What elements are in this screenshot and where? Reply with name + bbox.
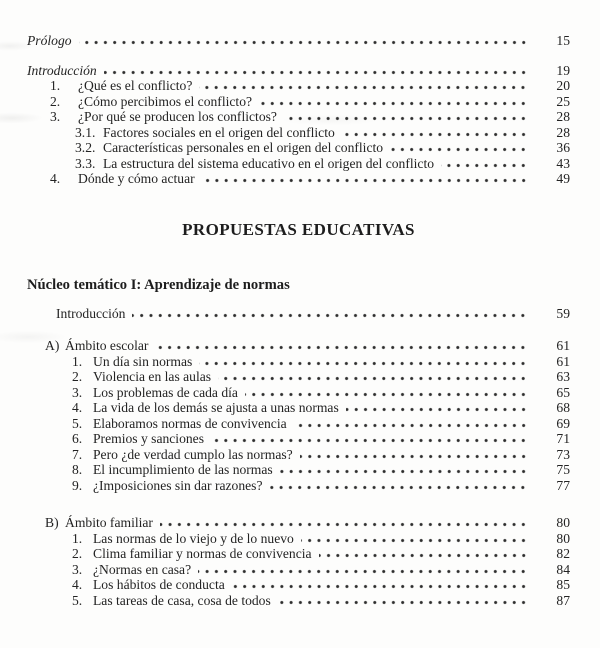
entry-number: B) (45, 515, 59, 530)
dot-leader (198, 569, 528, 574)
entry-page: 15 (556, 33, 570, 48)
toc-entry (0, 109, 600, 125)
entry-label: Elaboramos normas de convivencia (93, 415, 287, 431)
toc-entry (0, 447, 600, 463)
toc-entry (0, 431, 600, 447)
entry-page: 19 (556, 62, 570, 78)
entry-page: 20 (556, 78, 570, 93)
entry-page: 59 (556, 305, 570, 321)
entry-page: 65 (556, 384, 570, 400)
toc-entry (0, 354, 600, 370)
toc-entry (0, 400, 600, 416)
entry-label: Introducción (56, 305, 126, 321)
entry-page: 82 (556, 546, 570, 561)
entry-label: Las tareas de casa, cosa de todos (93, 592, 271, 608)
toc-entry (0, 531, 600, 547)
entry-label: Dónde y cómo actuar (78, 171, 195, 186)
entry-number: 1. (72, 530, 83, 546)
entry-label: ¿Qué es el conflicto? (78, 78, 193, 93)
entry-number: A) (45, 338, 60, 353)
toc-entry (0, 546, 600, 562)
dot-leader (218, 376, 528, 381)
toc-entry (0, 78, 600, 94)
toc-entry (0, 562, 600, 578)
unit-heading: Núcleo temático I: Aprendizaje de normas (27, 276, 290, 293)
entry-page: 75 (556, 462, 570, 477)
entry-page: 61 (556, 338, 570, 353)
entry-page: 43 (556, 155, 570, 171)
entry-label: Las normas de lo viejo y de lo nuevo (93, 530, 294, 546)
entry-label: Factores sociales en el origen del conflicto (103, 124, 335, 140)
part-heading: PROPUESTAS EDUCATIVAS (182, 219, 415, 239)
entry-label: El incumplimiento de las normas (93, 462, 273, 477)
entry-page: 84 (556, 561, 570, 577)
entry-number: 3.2. (75, 140, 96, 155)
entry-label: Pero ¿de verdad cumplo las normas? (93, 446, 293, 462)
entry-number: 7. (72, 446, 83, 462)
entry-label: La vida de los demás se ajusta a unas normas (93, 400, 339, 415)
entry-number: 8. (72, 462, 83, 477)
dot-leader (155, 345, 528, 350)
toc-entry-unit-introduccion (0, 306, 600, 322)
dot-leader (300, 454, 528, 459)
section-b-row (0, 515, 600, 531)
dot-leader (269, 485, 528, 490)
entry-label: Los problemas de cada día (93, 384, 238, 400)
entry-page: 85 (556, 577, 570, 592)
dot-leader (342, 132, 528, 137)
toc-entry (0, 416, 600, 432)
entry-page: 63 (556, 369, 570, 384)
dot-leader (294, 423, 528, 428)
entry-page: 80 (556, 530, 570, 546)
entry-label: ¿Cómo percibimos el conflicto? (78, 93, 253, 109)
entry-page: 73 (556, 446, 570, 462)
dot-leader (259, 101, 528, 106)
toc-entry (0, 125, 600, 141)
entry-label: La estructura del sistema educativo en el origen del conflicto (103, 155, 435, 171)
toc-entry (0, 478, 600, 494)
entry-number: 3. (72, 384, 83, 400)
toc-entry (0, 140, 600, 156)
entry-number: 5. (72, 415, 83, 431)
entry-number: 4. (50, 171, 61, 186)
dot-leader (199, 361, 528, 366)
entry-page: 28 (556, 124, 570, 140)
entry-page: 87 (556, 592, 570, 608)
dot-leader (280, 469, 528, 474)
entry-number: 3.3. (75, 155, 96, 171)
entry-page: 61 (556, 353, 570, 369)
entry-label: ¿Imposiciones sin dar razones? (93, 477, 263, 493)
toc-entry (0, 385, 600, 401)
entry-page: 49 (556, 171, 570, 186)
entry-number: 3. (72, 561, 83, 577)
toc-entry (0, 369, 600, 385)
toc-entry (0, 577, 600, 593)
toc-entry (0, 171, 600, 187)
entry-page: 71 (556, 431, 570, 446)
entry-label: Violencia en las aulas (93, 369, 212, 384)
dot-leader (132, 313, 528, 318)
dot-leader (301, 538, 528, 543)
dot-leader (202, 178, 528, 183)
dot-leader (211, 438, 528, 443)
entry-label: ¿Normas en casa? (93, 561, 192, 577)
entry-page: 36 (556, 140, 570, 155)
entry-page: 68 (556, 400, 570, 415)
section-a-row (0, 338, 600, 354)
dot-leader (160, 522, 528, 527)
entry-number: 9. (72, 477, 83, 493)
entry-number: 3. (50, 109, 61, 124)
dot-leader (284, 116, 528, 121)
entry-label: ¿Por qué se producen los conflictos? (78, 109, 277, 124)
entry-number: 1. (72, 353, 83, 369)
dot-leader (390, 147, 528, 152)
entry-number: 4. (72, 577, 83, 592)
dot-leader (441, 163, 528, 168)
entry-number: 1. (50, 78, 61, 93)
entry-number: 2. (50, 93, 61, 109)
dot-leader (319, 553, 528, 558)
dot-leader (79, 40, 528, 45)
entry-label: Premios y sanciones (93, 431, 205, 446)
entry-label: Clima familiar y normas de convivencia (93, 546, 312, 561)
entry-page: 28 (556, 109, 570, 124)
entry-page: 77 (556, 477, 570, 493)
entry-number: 2. (72, 546, 83, 561)
toc-entry-introduccion (0, 63, 600, 79)
entry-page: 80 (556, 515, 570, 530)
dot-leader (104, 70, 528, 75)
dot-leader (232, 584, 528, 589)
entry-label: Un día sin normas (93, 353, 193, 369)
entry-page: 69 (556, 415, 570, 431)
dot-leader (199, 85, 528, 90)
entry-label: Prólogo (27, 33, 72, 48)
entry-label: Los hábitos de conducta (93, 577, 225, 592)
entry-page: 25 (556, 93, 570, 109)
entry-number: 3.1. (75, 124, 96, 140)
entry-label: Introducción (27, 62, 97, 78)
toc-entry (0, 462, 600, 478)
toc-entry (0, 593, 600, 609)
toc-entry (0, 94, 600, 110)
dot-leader (346, 407, 528, 412)
dot-leader (245, 392, 528, 397)
entry-label: Ámbito familiar (65, 515, 153, 530)
entry-label: Características personales en el origen del conflicto (103, 140, 384, 155)
dot-leader (278, 600, 528, 605)
entry-number: 2. (72, 369, 83, 384)
entry-number: 4. (72, 400, 83, 415)
entry-number: 5. (72, 592, 83, 608)
toc-entry-prologo (0, 33, 600, 49)
entry-number: 6. (72, 431, 83, 446)
entry-label: Ámbito escolar (65, 338, 149, 353)
toc-entry (0, 156, 600, 172)
